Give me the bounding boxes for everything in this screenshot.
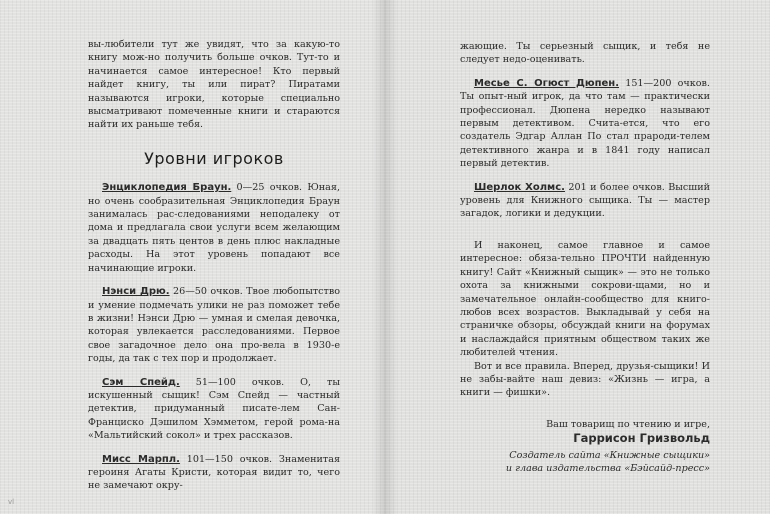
left-text-column xyxy=(88,38,340,503)
level-name: Мисс Марпл. xyxy=(102,453,180,465)
level-description: 51—100 очков. О, ты искушенный сыщик! Сэм Спейд — частный детектив, придуманный писате-лем Сан-Франциско Дэшилом Хэмметом, герой рома-на «Мальтийский сокол» и трех рассказов. xyxy=(88,376,340,442)
level-entry xyxy=(88,376,340,443)
level-name: Месье С. Огюст Дюпен. xyxy=(474,77,620,89)
level-entry xyxy=(88,453,340,493)
right-text-column xyxy=(460,40,710,475)
level-description: 101—150 очков. Знаменитая героиня Агаты Кристи, которая видит то, чего не замечают окру- xyxy=(88,453,340,492)
continuation-paragraph: жающие. Ты серьезный сыщик, и тебя не следует недо-оценивать. xyxy=(460,41,710,66)
level-entry xyxy=(460,181,710,221)
signature-role: Создатель сайта «Книжные сыщики» xyxy=(509,449,710,461)
signature-block xyxy=(460,418,710,475)
level-description: 26—50 очков. Твое любопытство и умение подмечать улики не раз поможет тебе в жизни! Нэнси Дрю — умная и смелая девочка, которая увлекается расследованиями. Первое свое загадочное дело она про-вела в 1930-е годы, да так с тех пор и продолжает. xyxy=(88,286,340,365)
signature-role: и глава издательства «Бэйсайд-пресс» xyxy=(505,462,710,474)
signature-greeting: Ваш товарищ по чтению и игре, xyxy=(546,418,710,430)
level-entry xyxy=(88,285,340,365)
level-entry xyxy=(460,77,710,171)
level-description: 151—200 очков. Ты опыт-ный игрок, да что там — практически профессионал. Дюпена нередко называют первым детективом. Счита-ется, что его создатель Эдгар Аллан По стал прароди-телем детективного жанра и в 1841 году написал первый детектив. xyxy=(460,77,710,170)
corner-mark: vl xyxy=(8,498,15,506)
level-description: 0—25 очков. Юная, но очень сообразительная Энциклопедия Браун занималась рас-следованиями неподалеку от дома и предлагала свои услуги всем желающим за двадцать пять центов в день плюс накладные расходы. На этот уровень попадают все начинающие игроки. xyxy=(88,182,340,274)
level-name: Сэм Спейд. xyxy=(102,376,180,388)
intro-paragraph: вы-любители тут же увидят, что за какую-то книгу мож-но получить больше очков. Тут-то и начинается самое интересное! Кто первый найдет книгу, ты или пират? Пиратами называются игроки, которые специально высматривают помеченные книги и стараются найти их раньше тебя. xyxy=(88,39,340,131)
right-page xyxy=(385,0,770,514)
closing-paragraph: И наконец, самое главное и самое интересное: обяза-тельно ПРОЧТИ найденную книгу! Сайт «Книжный сыщик» — это не только охота за книжными сокрови-щами, но и замечательное онлайн-сообщество для книго-любов всех возрастов. Выкладывай у себя на страничке обзоры, обсуждай книги на форумах и наслаждайся приятным обществом таких же любителей чтения. xyxy=(460,239,710,359)
book-gutter-shadow xyxy=(372,0,398,514)
section-heading: Уровни игроков xyxy=(144,148,284,168)
level-description: 201 и более очков. Высший уровень для Книжного сыщика. Ты — мастер загадок, логики и дедукции. xyxy=(460,181,710,220)
level-name: Шерлок Холмс. xyxy=(474,181,565,193)
signature-name: Гаррисон Гризвольд xyxy=(573,431,710,446)
level-name: Нэнси Дрю. xyxy=(102,286,170,298)
level-entry xyxy=(88,181,340,275)
rules-paragraph: Вот и все правила. Вперед, друзья-сыщики! И не забы-вайте наш девиз: «Жизнь — игра, а книги — фишки». xyxy=(460,360,710,399)
level-name: Энциклопедия Браун. xyxy=(102,182,232,194)
